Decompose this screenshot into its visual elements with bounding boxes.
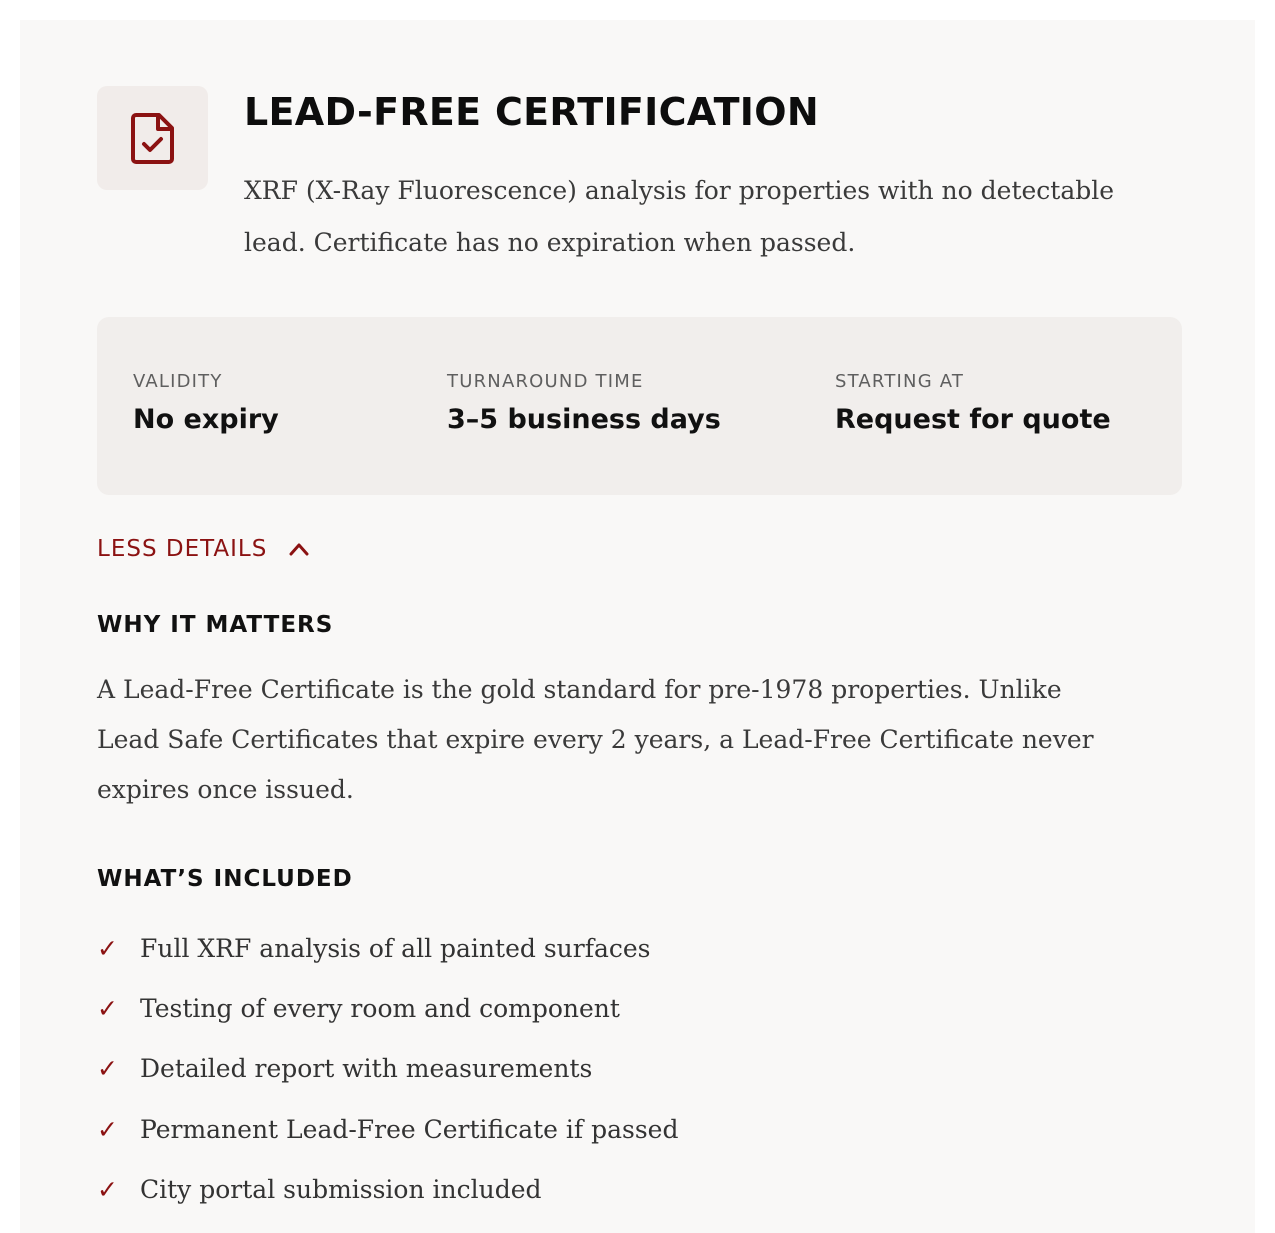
service-card (20, 20, 1255, 1233)
check-icon: ✓ (97, 1054, 118, 1084)
whats-included-heading: WHAT’S INCLUDED (97, 866, 353, 892)
why-it-matters-heading: WHY IT MATTERS (97, 612, 334, 638)
check-icon: ✓ (97, 1114, 118, 1144)
service-description: XRF (X-Ray Fluorescence) analysis for properties with no detectable lead. Certificate has no expiration when passed. (244, 176, 1115, 257)
stats-panel (97, 317, 1182, 495)
stat-starting-at (835, 371, 1111, 435)
stat-value: Request for quote (835, 404, 1111, 435)
list-item-text: Full XRF analysis of all painted surfaces (140, 933, 651, 963)
toggle-label: LESS DETAILS (97, 536, 268, 562)
less-details-toggle[interactable] (97, 536, 309, 562)
list-item (97, 1099, 678, 1159)
file-check-icon (130, 111, 176, 165)
chevron-up-icon (289, 542, 309, 556)
service-icon-box (97, 86, 208, 190)
list-item-text: Testing of every room and component (140, 993, 620, 1023)
stat-label: STARTING AT (835, 371, 965, 392)
stat-value: No expiry (133, 404, 279, 435)
service-title: LEAD-FREE CERTIFICATION (244, 90, 819, 134)
stat-label: VALIDITY (133, 371, 223, 392)
stat-label: TURNAROUND TIME (447, 371, 644, 392)
stat-validity (133, 371, 279, 435)
list-item-text: Permanent Lead-Free Certificate if passed (140, 1114, 679, 1144)
stat-value: 3–5 business days (447, 404, 721, 435)
included-list (97, 918, 678, 1219)
list-item (97, 1159, 678, 1219)
list-item (97, 978, 678, 1038)
list-item (97, 1039, 678, 1099)
list-item-text: City portal submission included (140, 1174, 542, 1204)
list-item (97, 918, 678, 978)
check-icon: ✓ (97, 933, 118, 963)
check-icon: ✓ (97, 1174, 118, 1204)
list-item-text: Detailed report with measurements (140, 1054, 593, 1084)
why-it-matters-text: A Lead-Free Certificate is the gold standard for pre-1978 properties. Unlike Lead Safe Certificates that expire every 2 years, a Lead-Free Certificate never expires once issued. (97, 675, 1094, 804)
check-icon: ✓ (97, 993, 118, 1023)
stat-turnaround (447, 371, 721, 435)
